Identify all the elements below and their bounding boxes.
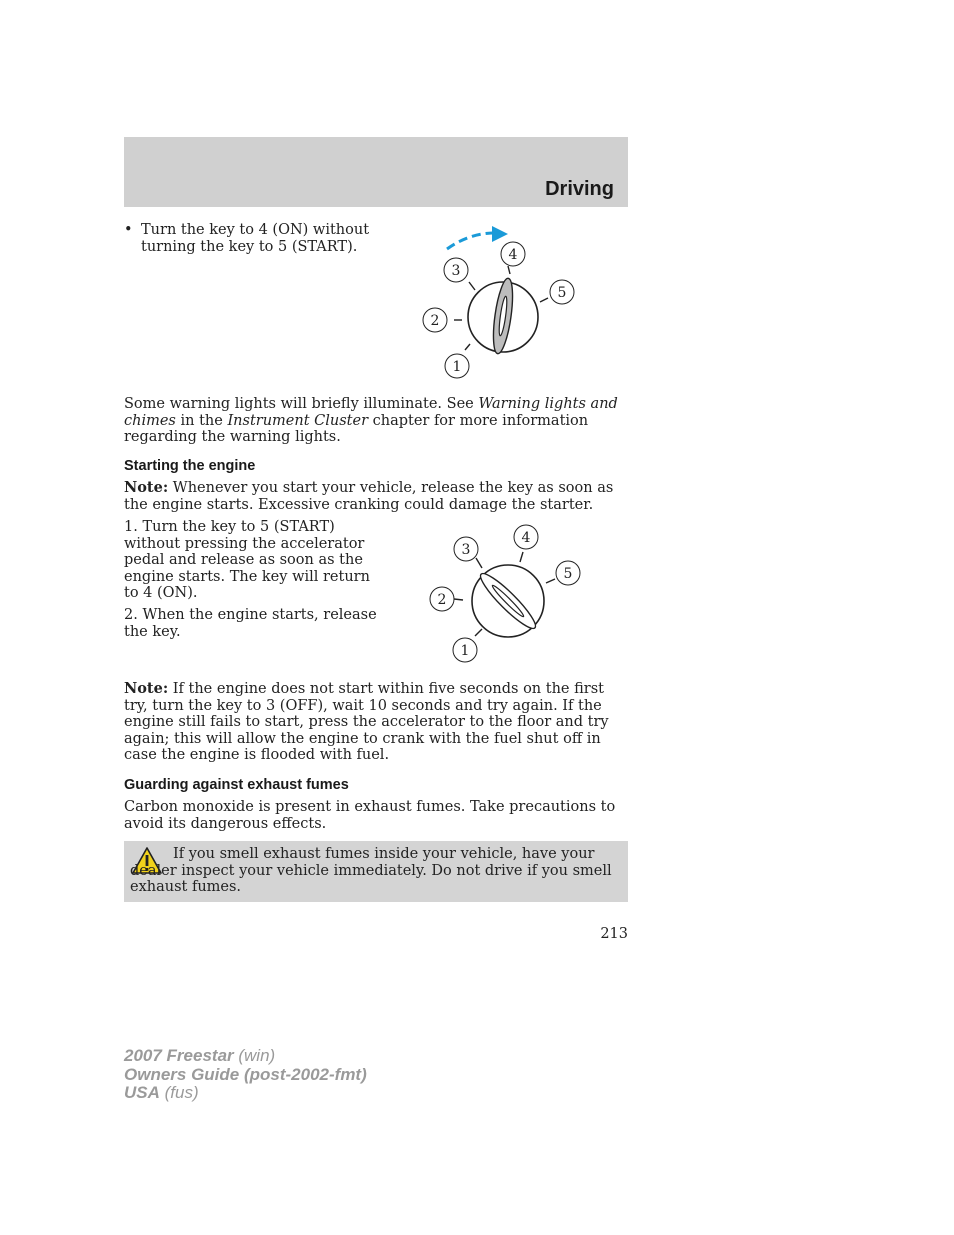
note-label: Note: [124, 680, 169, 697]
tick-5 [540, 298, 548, 302]
tick-1 [475, 629, 482, 636]
page-number: 213 [600, 926, 628, 942]
header-band [124, 137, 628, 207]
step-2: 2. When the engine starts, release the key. [124, 607, 377, 640]
heading-exhaust-fumes: Guarding against exhaust fumes [124, 777, 349, 793]
bullet-text: Turn the key to 4 (ON) without turning the key to 5 (START). [141, 222, 370, 255]
warning-box [124, 841, 628, 902]
position-label-5: 5 [557, 285, 567, 301]
warning-lights-paragraph: Some warning lights will briefly illuminate. See Warning lights and chimes in the Instrument Cluster chapter for more information regarding the warning lights. [124, 396, 618, 445]
tick-2 [454, 599, 463, 600]
tick-3 [469, 282, 475, 290]
position-label-1: 1 [452, 359, 462, 375]
position-label-5: 5 [563, 566, 573, 582]
footer-line-2: Owners Guide (post-2002-fmt) [124, 1064, 367, 1084]
link-instrument-cluster: Instrument Cluster [227, 412, 368, 429]
position-label-2: 2 [430, 313, 440, 329]
step-1: 1. Turn the key to 5 (START) without pressing the accelerator pedal and release as soon as the engine starts. The key will return to 4 (ON). [124, 519, 370, 601]
heading-starting-engine: Starting the engine [124, 458, 256, 474]
ignition-diagram-on [410, 220, 580, 380]
position-label-3: 3 [461, 542, 471, 558]
bullet-marker: • [124, 222, 133, 238]
tick-5 [546, 579, 555, 583]
position-label-4: 4 [521, 530, 531, 546]
footer-line-1: 2007 Freestar (win) [124, 1046, 276, 1065]
bullet-item [124, 222, 374, 255]
arrow-head-icon [492, 226, 508, 242]
footer-line-3: USA (fus) [124, 1083, 199, 1102]
position-label-2: 2 [437, 592, 447, 608]
note-no-start: Note: If the engine does not start within five seconds on the first try, turn the key to 3 (OFF), wait 10 seconds and try again. If the engine still fails to start, press the accelerator to the floor and try again; this will allow the engine to crank with the fuel shut off in case the engine is flooded with fuel. [124, 680, 609, 763]
link-warning-lights: Warning lights and chimes [124, 396, 618, 429]
ignition-diagram-start [420, 520, 590, 670]
position-label-4: 4 [508, 247, 518, 263]
position-label-1: 1 [460, 643, 470, 659]
tick-3 [476, 558, 482, 568]
tick-4 [520, 552, 523, 562]
note-label: Note: [124, 479, 169, 496]
tick-4 [508, 266, 510, 274]
exhaust-paragraph: Carbon monoxide is present in exhaust fumes. Take precautions to avoid its dangerous effects. [124, 799, 616, 832]
footer [124, 1047, 367, 1103]
starting-note: Note: Whenever you start your vehicle, release the key as soon as the engine starts. Excessive cranking could damage the starter. [124, 479, 614, 513]
section-title: Driving [545, 178, 614, 200]
tick-1 [465, 344, 470, 350]
warning-text: If you smell exhaust fumes inside your vehicle, have your dealer inspect your vehicle immediately. Do not drive if you smell exhaust fumes. [130, 846, 612, 895]
rotation-arrow-icon [447, 233, 492, 249]
position-label-3: 3 [451, 263, 461, 279]
